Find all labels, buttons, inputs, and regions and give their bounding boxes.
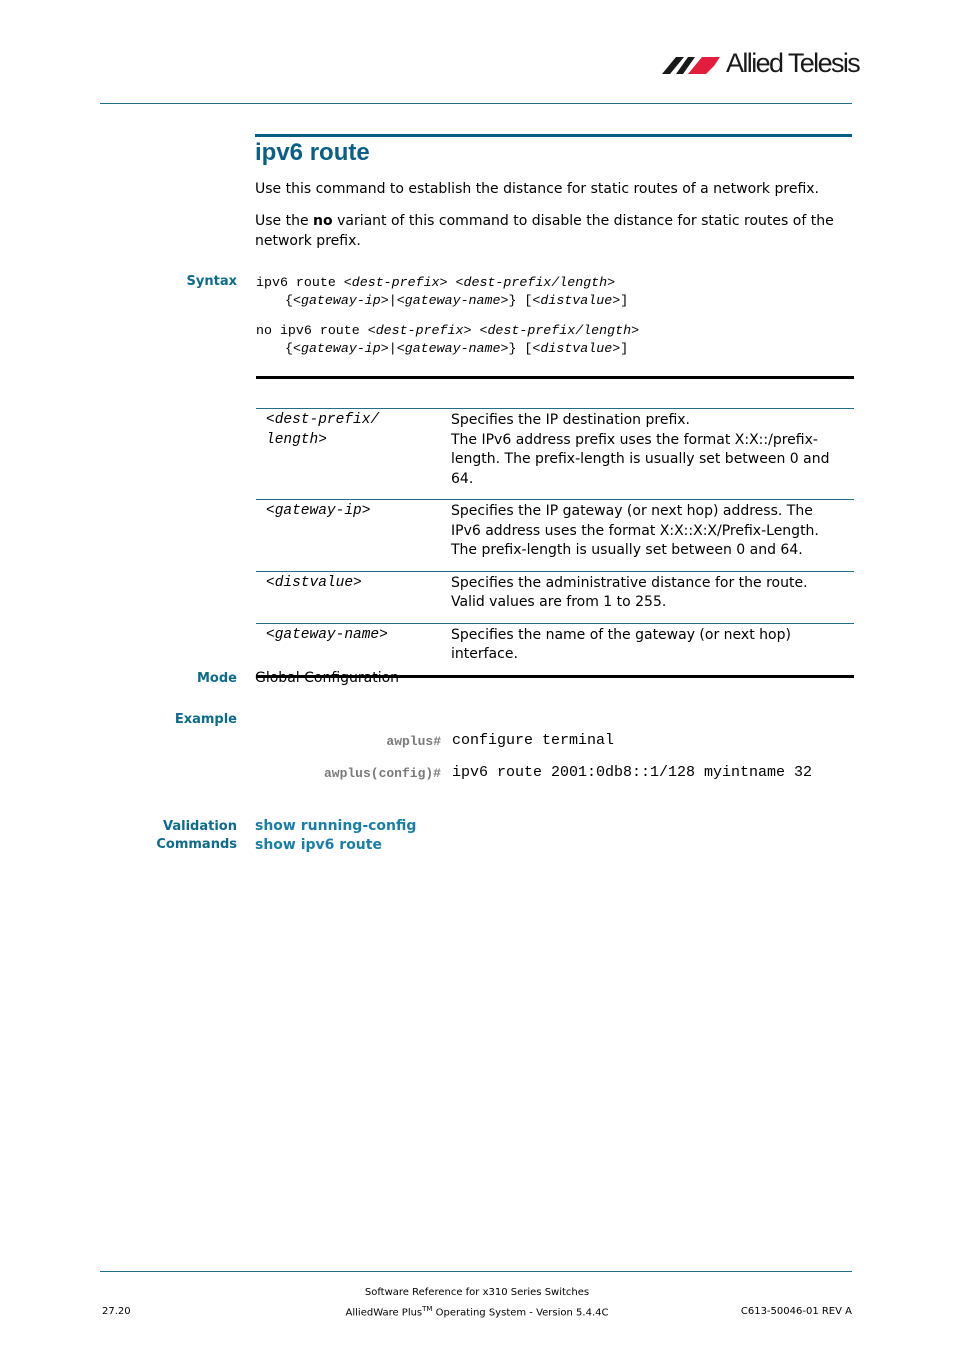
mode-value: Global Configuration [255, 670, 400, 686]
header-rule [100, 103, 852, 104]
heading-rule [255, 134, 852, 137]
link-show-running-config[interactable]: show running-config [255, 818, 417, 834]
example-prompt: awplus# [386, 734, 441, 749]
document-id: C613-50046-01 REV A [740, 1306, 852, 1317]
param-name: <gateway-name> [266, 626, 388, 643]
syntax-line-1: ipv6 route <dest-prefix> <dest-prefix/length> [256, 275, 616, 290]
param-description: Specifies the IP destination prefix. The IPv6 address prefix uses the format X:X::/prefix-length. The prefix-length is usually set between 0 and 64. [451, 412, 830, 487]
page-number: 27.20 [102, 1306, 131, 1317]
intro-paragraph-1: Use this command to establish the distance for static routes of a network prefix. [255, 181, 819, 197]
syntax-line-4: {<gateway-ip>|<gateway-name>} [<distvalue>] [285, 341, 629, 356]
example-command: ipv6 route 2001:0db8::1/128 myintname 32 [452, 764, 813, 781]
brand-name: Allied Telesis [726, 48, 860, 78]
param-name: <dest-prefix/ length> [266, 412, 380, 448]
example-label: Example [174, 712, 237, 727]
table-row [256, 409, 854, 500]
param-name: <distvalue> [266, 574, 362, 591]
syntax-line-2: {<gateway-ip>|<gateway-name>} [<distvalue>] [285, 293, 629, 308]
footer-os-version: AlliedWare Plus™ Operating System - Version 5.4.4C [345, 1305, 609, 1319]
page-title: ipv6 route [255, 139, 370, 166]
parameter-table [256, 408, 854, 678]
validation-label: Validation Commands [156, 819, 237, 852]
param-description: Specifies the IP gateway (or next hop) address. The IPv6 address uses the format X:X::X:X/Prefix-Length. The prefix-length is usually set between 0 and 64. [451, 503, 819, 558]
table-row [256, 500, 854, 572]
link-show-ipv6-route[interactable]: show ipv6 route [255, 837, 382, 853]
footer-rule [100, 1271, 852, 1272]
syntax-label: Syntax [186, 274, 237, 289]
intro-paragraph-2: Use the no variant of this command to disable the distance for static routes of the network prefix. [255, 213, 834, 249]
example-command: configure terminal [452, 732, 615, 749]
example-prompt: awplus(config)# [323, 766, 441, 781]
table-top-rule [256, 376, 854, 379]
param-description: Specifies the administrative distance for the route. Valid values are from 1 to 255. [451, 574, 808, 610]
param-description: Specifies the name of the gateway (or next hop) interface. [451, 626, 791, 662]
param-name: <gateway-ip> [266, 503, 371, 519]
syntax-line-3: no ipv6 route <dest-prefix> <dest-prefix/length> [256, 323, 640, 338]
footer-title: Software Reference for x310 Series Switches [364, 1287, 590, 1298]
mode-label: Mode [197, 671, 237, 686]
table-row [256, 571, 854, 623]
